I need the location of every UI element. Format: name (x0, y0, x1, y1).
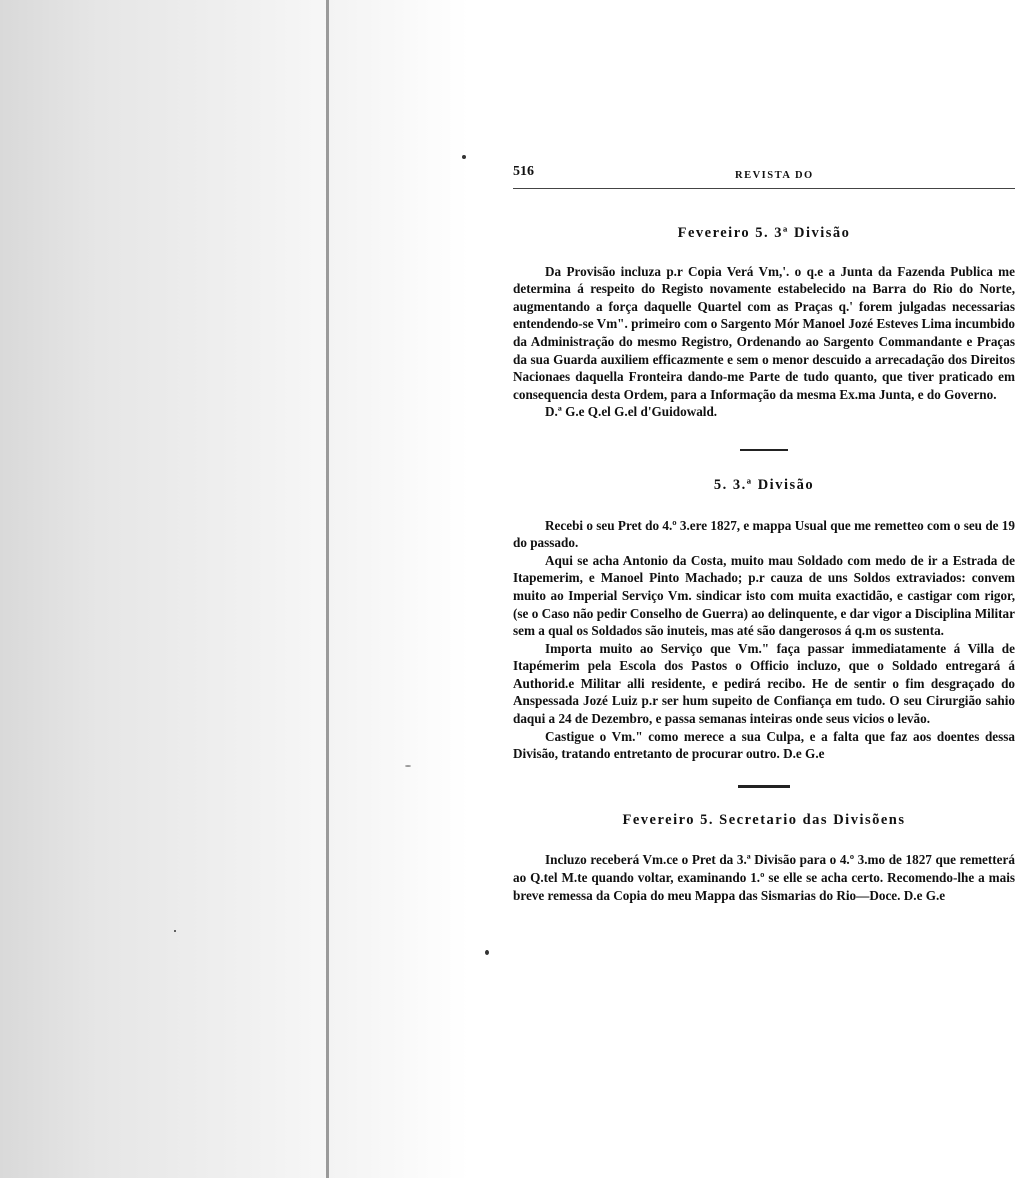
page-number: 516 (513, 164, 534, 179)
entry-paragraph: Castigue o Vm." como merece a sua Culpa, e a falta que faz aos doentes dessa Divisão, tratando entretanto de procurar outro. D.e G.e (513, 728, 1015, 762)
page-content (513, 163, 1015, 904)
entry-paragraph: Da Provisão incluza p.r Copia Verá Vm,'. o q.e a Junta da Fazenda Publica me determina á respeito do Registo novamente estabelecido na Barra do Rio do Norte, augmentando a força daquelle Quartel com as Praças q.' forem julgadas necessarias entendendo-se Vm". primeiro com o Sargento Mór Manoel Jozé Esteves Lima incumbido da Administração do mesmo Registro, Ordenando ao Sargento Commandante e Praças da sua Guarda auxiliem efficazmente e sem o menor descuido a arrecadação dos Direitos Nacionaes daquella Fronteira dando-me Parte de tudo quanto, que tiver praticado em consequencia desta Ordem, para a Informação da mesma Ex.ma Junta, e do Governo. (513, 263, 1015, 402)
dust-speck (485, 950, 489, 955)
section-separator (740, 449, 788, 451)
journal-title: REVISTA DO (735, 170, 814, 181)
dust-speck (174, 930, 176, 932)
dust-speck (462, 155, 466, 159)
entry-signature: D.ª G.e Q.el G.el d'Guidowald. (545, 404, 718, 420)
entry-secretario-das-divisoens (513, 812, 1015, 904)
header-rule (513, 188, 1015, 189)
entry-paragraph: Importa muito ao Serviço que Vm." faça passar immediatamente á Villa de Itapémerim pela Escola dos Pastos o Officio incluzo, que o Soldado entregará á Authorid.e Militar alli residente, e pedirá recibo. He de sentir o fim desgraçado do Anspessada Jozé Luiz p.r ser hum supeito de Confiança em tudo. O seu Cirurgião sahio daqui a 24 de Dezembro, e passa semanas inteiras onde seus vicios o levão. (513, 640, 1015, 727)
entry-paragraph: Incluzo receberá Vm.ce o Pret da 3.ª Divisão para o 4.º 3.mo de 1827 que remetterá ao Q.tel M.te quando voltar, examinando 1.º se elle se acha certo. Recomendo-lhe a mais breve remessa da Copia do meu Mappa das Sismarias do Rio—Doce. D.e G.e (513, 852, 1015, 903)
entry-paragraph: Aqui se acha Antonio da Costa, muito mau Soldado com medo de ir a Estrada de Itapemerim, e Manoel Pinto Machado; p.r cauza de uns Soldos extraviados: convem muito ao Imperial Serviço Vm. sindicar isto com muita exactidão, e castigar com rigor, (se o Caso não pedir Conselho de Guerra) ao delinquente, e dar vigor a Disciplina Militar sem a qual os Soldados são inuteis, mas até são dangerosos á q.m os sustenta. (513, 552, 1015, 639)
section-separator (738, 785, 790, 788)
page-gutter (329, 0, 469, 1178)
entry-5-3a-divisao (513, 477, 1015, 763)
entry-paragraph: Recebi o seu Pret do 4.º 3.ere 1827, e mappa Usual que me remetteo com o seu de 19 do passado. (513, 517, 1015, 551)
entry-heading: 5. 3.ª Divisão (713, 476, 815, 493)
running-head (513, 163, 1015, 185)
dust-speck (405, 765, 411, 767)
entry-heading: Fevereiro 5. Secretario das Divisõens (622, 811, 906, 828)
entry-heading: Fevereiro 5. 3ª Divisão (677, 225, 851, 241)
entry-fevereiro-5-3a-divisao (513, 225, 1015, 421)
book-spine-shadow (0, 0, 330, 1178)
